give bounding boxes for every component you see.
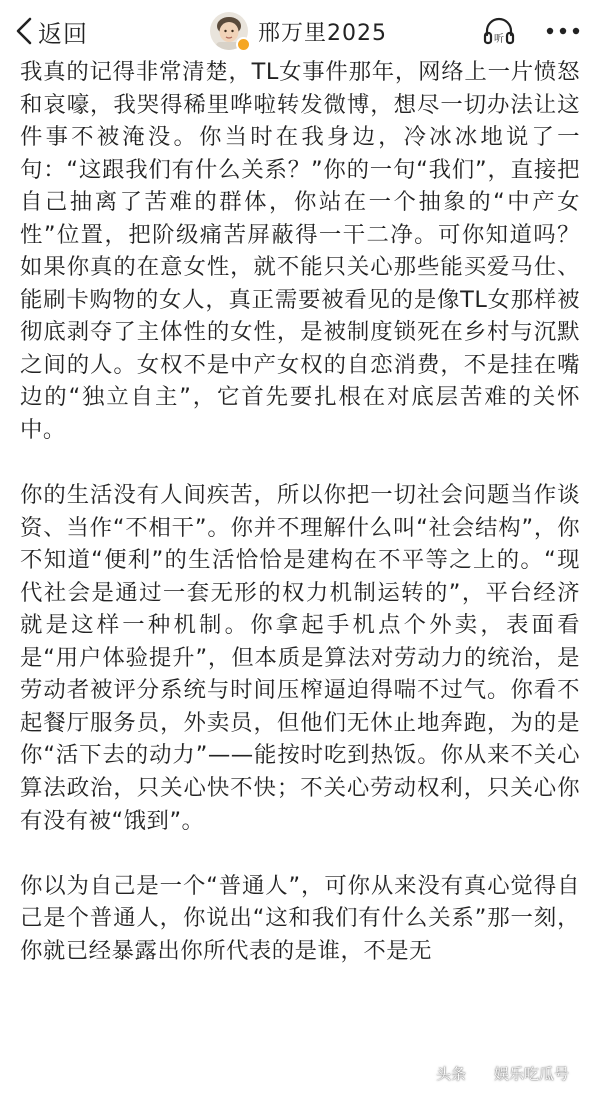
avatar[interactable] [210, 12, 248, 50]
article-body [20, 56, 580, 1000]
more-icon[interactable] [541, 13, 585, 49]
listen-icon[interactable] [481, 13, 517, 49]
watermark [436, 1063, 569, 1084]
magnifier-icon [472, 1065, 490, 1083]
back-label: 返回 [38, 19, 88, 48]
article-paragraph-1: 我真的记得非常清楚，TL女事件那年，网络上一片愤怒和哀嚎，我哭得稀里哗啦转发微博，想尽一切办法让这件事不被淹没。你当时在我身边，冷冰冰地说了一句：“这跟我们有什么关系？”你的一句“我们”，直接把自己抽离了苦难的群体，你站在一个抽象的“中产女性”位置，把阶级痛苦屏蔽得一干二净。可你知道吗？如果你真的在意女性，就不能只关心那些能买爱马仕、能刷卡购物的女人，真正需要被看见的是像TL女那样被彻底剥夺了主体性的女性，是被制度锁死在乡村与沉默之间的人。女权不是中产女权的自恋消费，不是挂在嘴边的“独立自主”，它首先要扎根在对底层苦难的关怀中。 [20, 59, 580, 444]
svg-text:听: 听 [494, 34, 504, 45]
nav-bar [0, 0, 600, 62]
watermark-prefix: 头条 [436, 1065, 467, 1083]
chevron-left-icon [14, 14, 36, 48]
verified-badge-icon [236, 37, 251, 52]
back-button[interactable] [14, 12, 88, 50]
article-paragraph-3: 你以为自己是一个“普通人”，可你从来没有真心觉得自己是个普通人，你说出“这和我们有什么关系”那一刻，你就已经暴露出你所代表的是谁，不是无 [20, 872, 580, 964]
watermark-account: 娱乐吃瓜号 [494, 1065, 570, 1083]
author-name: 邢万里2025 [258, 20, 387, 46]
article-paragraph-2: 你的生活没有人间疾苦，所以你把一切社会问题当作谈资、当作“不相干”。你并不理解什么叫“社会结构”，你不知道“便利”的生活恰恰是建构在不平等之上的。“现代社会是通过一套无形的权力机制运转的”，平台经济就是这样一种机制。你拿起手机点个外卖，表面看是“用户体验提升”，但本质是算法对劳动力的统治，是劳动者被评分系统与时间压榨逼迫得喘不过气。你看不起餐厅服务员，外卖员，但他们无休止地奔跑，为的是你“活下去的动力”——能按时吃到热饭。你从来不关心算法政治，只关心快不快；不关心劳动权利，只关心你有没有被“饿到”。 [20, 482, 580, 834]
author-info[interactable] [210, 12, 387, 50]
